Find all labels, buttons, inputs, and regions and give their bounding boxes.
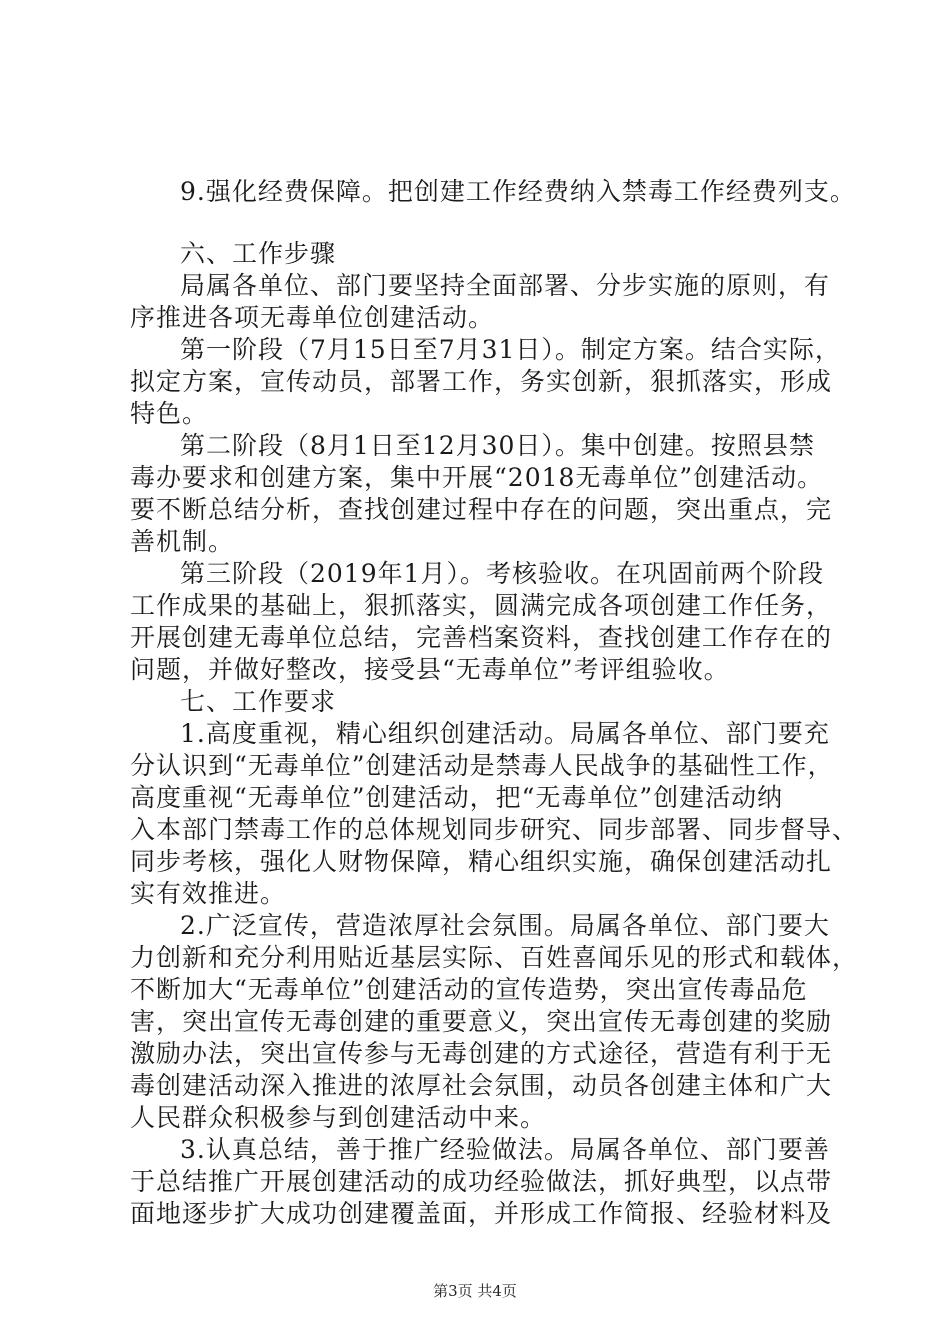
paragraph-line: 特色。 — [130, 399, 209, 428]
paragraph-line: 9.强化经费保障。把创建工作经费纳入禁毒工作经费列支。 — [180, 177, 856, 206]
paragraph-line: 拟定方案，宣传动员，部署工作，务实创新，狠抓落实，形成 — [130, 367, 833, 396]
paragraph-line: 工作成果的基础上，狠抓落实，圆满完成各项创建工作任务， — [130, 591, 833, 620]
paragraph-line: 于总结推广开展创建活动的成功经验做法，抓好典型，以点带 — [130, 1167, 833, 1196]
paragraph-line: 3.认真总结，善于推广经验做法。局属各单位、部门要善 — [180, 1135, 830, 1164]
paragraph-line: 分认识到“无毒单位”创建活动是禁毒人民战争的基础性工作， — [130, 751, 834, 780]
paragraph-line: 序推进各项无毒单位创建活动。 — [130, 303, 495, 332]
paragraph-line: 要不断总结分析，查找创建过程中存在的问题，突出重点，完 — [130, 495, 833, 524]
paragraph-line: 1.高度重视，精心组织创建活动。局属各单位、部门要充 — [180, 719, 830, 748]
section-heading: 六、工作步骤 — [180, 239, 337, 268]
paragraph-line: 激励办法，突出宣传参与无毒创建的方式途径，营造有利于无 — [130, 1039, 833, 1068]
paragraph-line: 问题，并做好整改，接受县“无毒单位”考评组验收。 — [130, 655, 730, 684]
paragraph-line: 第一阶段（7月15日至7月31日）。制定方案。结合实际， — [180, 335, 841, 364]
paragraph-line: 开展创建无毒单位总结，完善档案资料，查找创建工作存在的 — [130, 623, 833, 652]
section-heading: 七、工作要求 — [180, 687, 337, 716]
paragraph-line: 毒创建活动深入推进的浓厚社会氛围，动员各创建主体和广大 — [130, 1071, 833, 1100]
paragraph-line: 高度重视“无毒单位”创建活动，把“无毒单位”创建活动纳 — [130, 783, 784, 812]
paragraph-line: 第二阶段（8月1日至12月30日）。集中创建。按照县禁 — [180, 431, 815, 460]
paragraph-line: 第三阶段（2019年1月）。考核验收。在巩固前两个阶段 — [180, 559, 825, 588]
paragraph-line: 面地逐步扩大成功创建覆盖面，并形成工作简报、经验材料及 — [130, 1199, 833, 1228]
paragraph-line: 局属各单位、部门要坚持全面部署、分步实施的原则，有 — [180, 271, 831, 300]
paragraph-line: 实有效推进。 — [130, 879, 287, 908]
paragraph-line: 2.广泛宣传，营造浓厚社会氛围。局属各单位、部门要大 — [180, 911, 830, 940]
paragraph-line: 人民群众积极参与到创建活动中来。 — [130, 1103, 547, 1132]
paragraph-line: 力创新和充分利用贴近基层实际、百姓喜闻乐见的形式和载体， — [130, 943, 859, 972]
paragraph-line: 毒办要求和创建方案，集中开展“2018无毒单位”创建活动。 — [130, 463, 824, 492]
paragraph-line: 不断加大“无毒单位”创建活动的宣传造势，突出宣传毒品危 — [130, 975, 808, 1004]
paragraph-line: 入本部门禁毒工作的总体规划同步研究、同步部署、同步督导、 — [130, 815, 859, 844]
paragraph-line: 善机制。 — [130, 527, 235, 556]
page-number-footer: 第3页 共4页 — [433, 1282, 517, 1300]
paragraph-line: 害，突出宣传无毒创建的重要意义，突出宣传无毒创建的奖励 — [130, 1007, 833, 1036]
paragraph-line: 同步考核，强化人财物保障，精心组织实施，确保创建活动扎 — [130, 847, 833, 876]
